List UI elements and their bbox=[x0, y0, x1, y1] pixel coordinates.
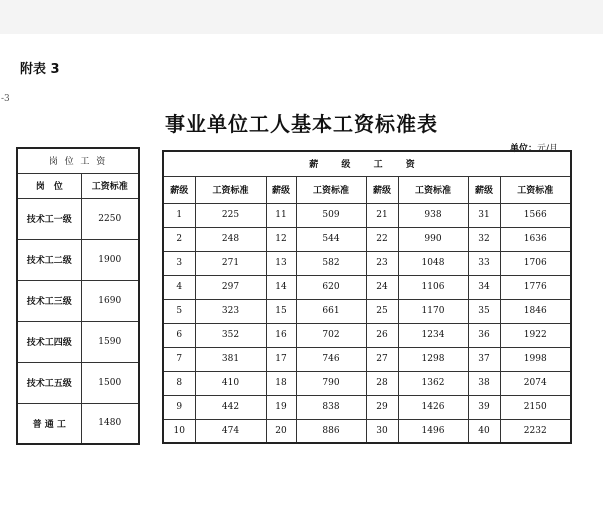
grade-cell: 29 bbox=[366, 395, 398, 419]
table-row bbox=[163, 227, 571, 251]
grade-cell: 22 bbox=[366, 227, 398, 251]
grade-cell: 30 bbox=[366, 419, 398, 443]
table-row bbox=[163, 371, 571, 395]
grade-cell: 24 bbox=[366, 275, 398, 299]
grade-cell: 26 bbox=[366, 323, 398, 347]
wage-cell: 2150 bbox=[500, 395, 571, 419]
grade-cell: 35 bbox=[468, 299, 500, 323]
grade-cell: 28 bbox=[366, 371, 398, 395]
wage-cell: 297 bbox=[195, 275, 266, 299]
wage-cell: 509 bbox=[296, 203, 366, 227]
table-row bbox=[163, 275, 571, 299]
wage-cell: 1706 bbox=[500, 251, 571, 275]
table-row bbox=[163, 419, 571, 443]
wage-cell: 2232 bbox=[500, 419, 571, 443]
position-name-cell: 普 通 工 bbox=[17, 403, 81, 444]
wage-cell: 1426 bbox=[398, 395, 468, 419]
position-name-cell: 技术工三级 bbox=[17, 280, 81, 321]
grade-header: 薪级 bbox=[163, 176, 195, 203]
appendix-label: 附表 3 bbox=[20, 62, 60, 77]
standard-header: 工资标准 bbox=[81, 173, 139, 198]
grade-cell: 7 bbox=[163, 347, 195, 371]
grade-cell: 16 bbox=[266, 323, 296, 347]
wage-cell: 544 bbox=[296, 227, 366, 251]
grade-cell: 15 bbox=[266, 299, 296, 323]
wage-cell: 582 bbox=[296, 251, 366, 275]
grade-cell: 21 bbox=[366, 203, 398, 227]
position-wage-cell: 1480 bbox=[81, 403, 139, 444]
standard-header: 工资标准 bbox=[296, 176, 366, 203]
wage-cell: 1170 bbox=[398, 299, 468, 323]
unit-label: 单位： bbox=[510, 144, 538, 154]
table-row bbox=[17, 280, 139, 321]
table-row bbox=[17, 362, 139, 403]
position-name-cell: 技术工二级 bbox=[17, 239, 81, 280]
wage-cell: 2074 bbox=[500, 371, 571, 395]
grade-cell: 1 bbox=[163, 203, 195, 227]
wage-cell: 474 bbox=[195, 419, 266, 443]
top-margin-band bbox=[0, 0, 603, 34]
grade-cell: 39 bbox=[468, 395, 500, 419]
wage-cell: 271 bbox=[195, 251, 266, 275]
wage-cell: 1048 bbox=[398, 251, 468, 275]
wage-cell: 790 bbox=[296, 371, 366, 395]
grade-cell: 17 bbox=[266, 347, 296, 371]
wage-cell: 1922 bbox=[500, 323, 571, 347]
wage-cell: 746 bbox=[296, 347, 366, 371]
standard-header: 工资标准 bbox=[195, 176, 266, 203]
position-name-cell: 技术工五级 bbox=[17, 362, 81, 403]
wage-cell: 990 bbox=[398, 227, 468, 251]
position-wage-cell: 1500 bbox=[81, 362, 139, 403]
salary-grade-table bbox=[162, 150, 572, 444]
grade-cell: 36 bbox=[468, 323, 500, 347]
position-wage-cell: 1690 bbox=[81, 280, 139, 321]
grade-cell: 32 bbox=[468, 227, 500, 251]
position-wage-cell: 1590 bbox=[81, 321, 139, 362]
wage-cell: 661 bbox=[296, 299, 366, 323]
grade-cell: 19 bbox=[266, 395, 296, 419]
grade-cell: 27 bbox=[366, 347, 398, 371]
table-row bbox=[17, 198, 139, 239]
grade-header: 薪级 bbox=[266, 176, 296, 203]
wage-cell: 838 bbox=[296, 395, 366, 419]
wage-cell: 702 bbox=[296, 323, 366, 347]
grade-header: 薪级 bbox=[468, 176, 500, 203]
table-row bbox=[163, 347, 571, 371]
table-row bbox=[17, 321, 139, 362]
standard-header: 工资标准 bbox=[500, 176, 571, 203]
grade-cell: 34 bbox=[468, 275, 500, 299]
table-row bbox=[163, 251, 571, 275]
grade-cell: 12 bbox=[266, 227, 296, 251]
table-row bbox=[17, 239, 139, 280]
wage-cell: 225 bbox=[195, 203, 266, 227]
wage-cell: 886 bbox=[296, 419, 366, 443]
grade-cell: 13 bbox=[266, 251, 296, 275]
grade-cell: 10 bbox=[163, 419, 195, 443]
grade-cell: 3 bbox=[163, 251, 195, 275]
table-row bbox=[163, 395, 571, 419]
wage-cell: 323 bbox=[195, 299, 266, 323]
wage-cell: 352 bbox=[195, 323, 266, 347]
wage-cell: 1106 bbox=[398, 275, 468, 299]
wage-cell: 410 bbox=[195, 371, 266, 395]
wage-cell: 938 bbox=[398, 203, 468, 227]
wage-cell: 381 bbox=[195, 347, 266, 371]
salary-table-caption: 薪 级 工 资 bbox=[163, 151, 571, 176]
grade-cell: 11 bbox=[266, 203, 296, 227]
position-wage-cell: 1900 bbox=[81, 239, 139, 280]
wage-cell: 1234 bbox=[398, 323, 468, 347]
edge-mark: -3 bbox=[1, 94, 10, 104]
standard-header: 工资标准 bbox=[398, 176, 468, 203]
grade-cell: 2 bbox=[163, 227, 195, 251]
grade-cell: 25 bbox=[366, 299, 398, 323]
grade-cell: 38 bbox=[468, 371, 500, 395]
wage-cell: 1776 bbox=[500, 275, 571, 299]
unit-value: 元/月 bbox=[537, 144, 559, 154]
grade-cell: 31 bbox=[468, 203, 500, 227]
wage-cell: 1636 bbox=[500, 227, 571, 251]
grade-cell: 14 bbox=[266, 275, 296, 299]
wage-cell: 1298 bbox=[398, 347, 468, 371]
wage-cell: 1496 bbox=[398, 419, 468, 443]
wage-cell: 442 bbox=[195, 395, 266, 419]
table-row bbox=[163, 299, 571, 323]
page-title: 事业单位工人基本工资标准表 bbox=[165, 112, 438, 136]
grade-cell: 8 bbox=[163, 371, 195, 395]
grade-cell: 33 bbox=[468, 251, 500, 275]
position-header: 岗 位 bbox=[17, 173, 81, 198]
grade-cell: 20 bbox=[266, 419, 296, 443]
table-row bbox=[17, 403, 139, 444]
grade-cell: 9 bbox=[163, 395, 195, 419]
wage-cell: 620 bbox=[296, 275, 366, 299]
wage-cell: 1566 bbox=[500, 203, 571, 227]
wage-cell: 1362 bbox=[398, 371, 468, 395]
position-name-cell: 技术工四级 bbox=[17, 321, 81, 362]
position-wage-cell: 2250 bbox=[81, 198, 139, 239]
wage-cell: 1846 bbox=[500, 299, 571, 323]
wage-cell: 1998 bbox=[500, 347, 571, 371]
position-name-cell: 技术工一级 bbox=[17, 198, 81, 239]
table-row bbox=[163, 323, 571, 347]
grade-cell: 37 bbox=[468, 347, 500, 371]
grade-cell: 5 bbox=[163, 299, 195, 323]
grade-header: 薪级 bbox=[366, 176, 398, 203]
table-row bbox=[163, 203, 571, 227]
grade-cell: 23 bbox=[366, 251, 398, 275]
wage-cell: 248 bbox=[195, 227, 266, 251]
grade-cell: 6 bbox=[163, 323, 195, 347]
grade-cell: 40 bbox=[468, 419, 500, 443]
position-table-caption: 岗 位 工 资 bbox=[17, 148, 139, 173]
grade-cell: 4 bbox=[163, 275, 195, 299]
grade-cell: 18 bbox=[266, 371, 296, 395]
position-wage-table bbox=[16, 147, 140, 445]
